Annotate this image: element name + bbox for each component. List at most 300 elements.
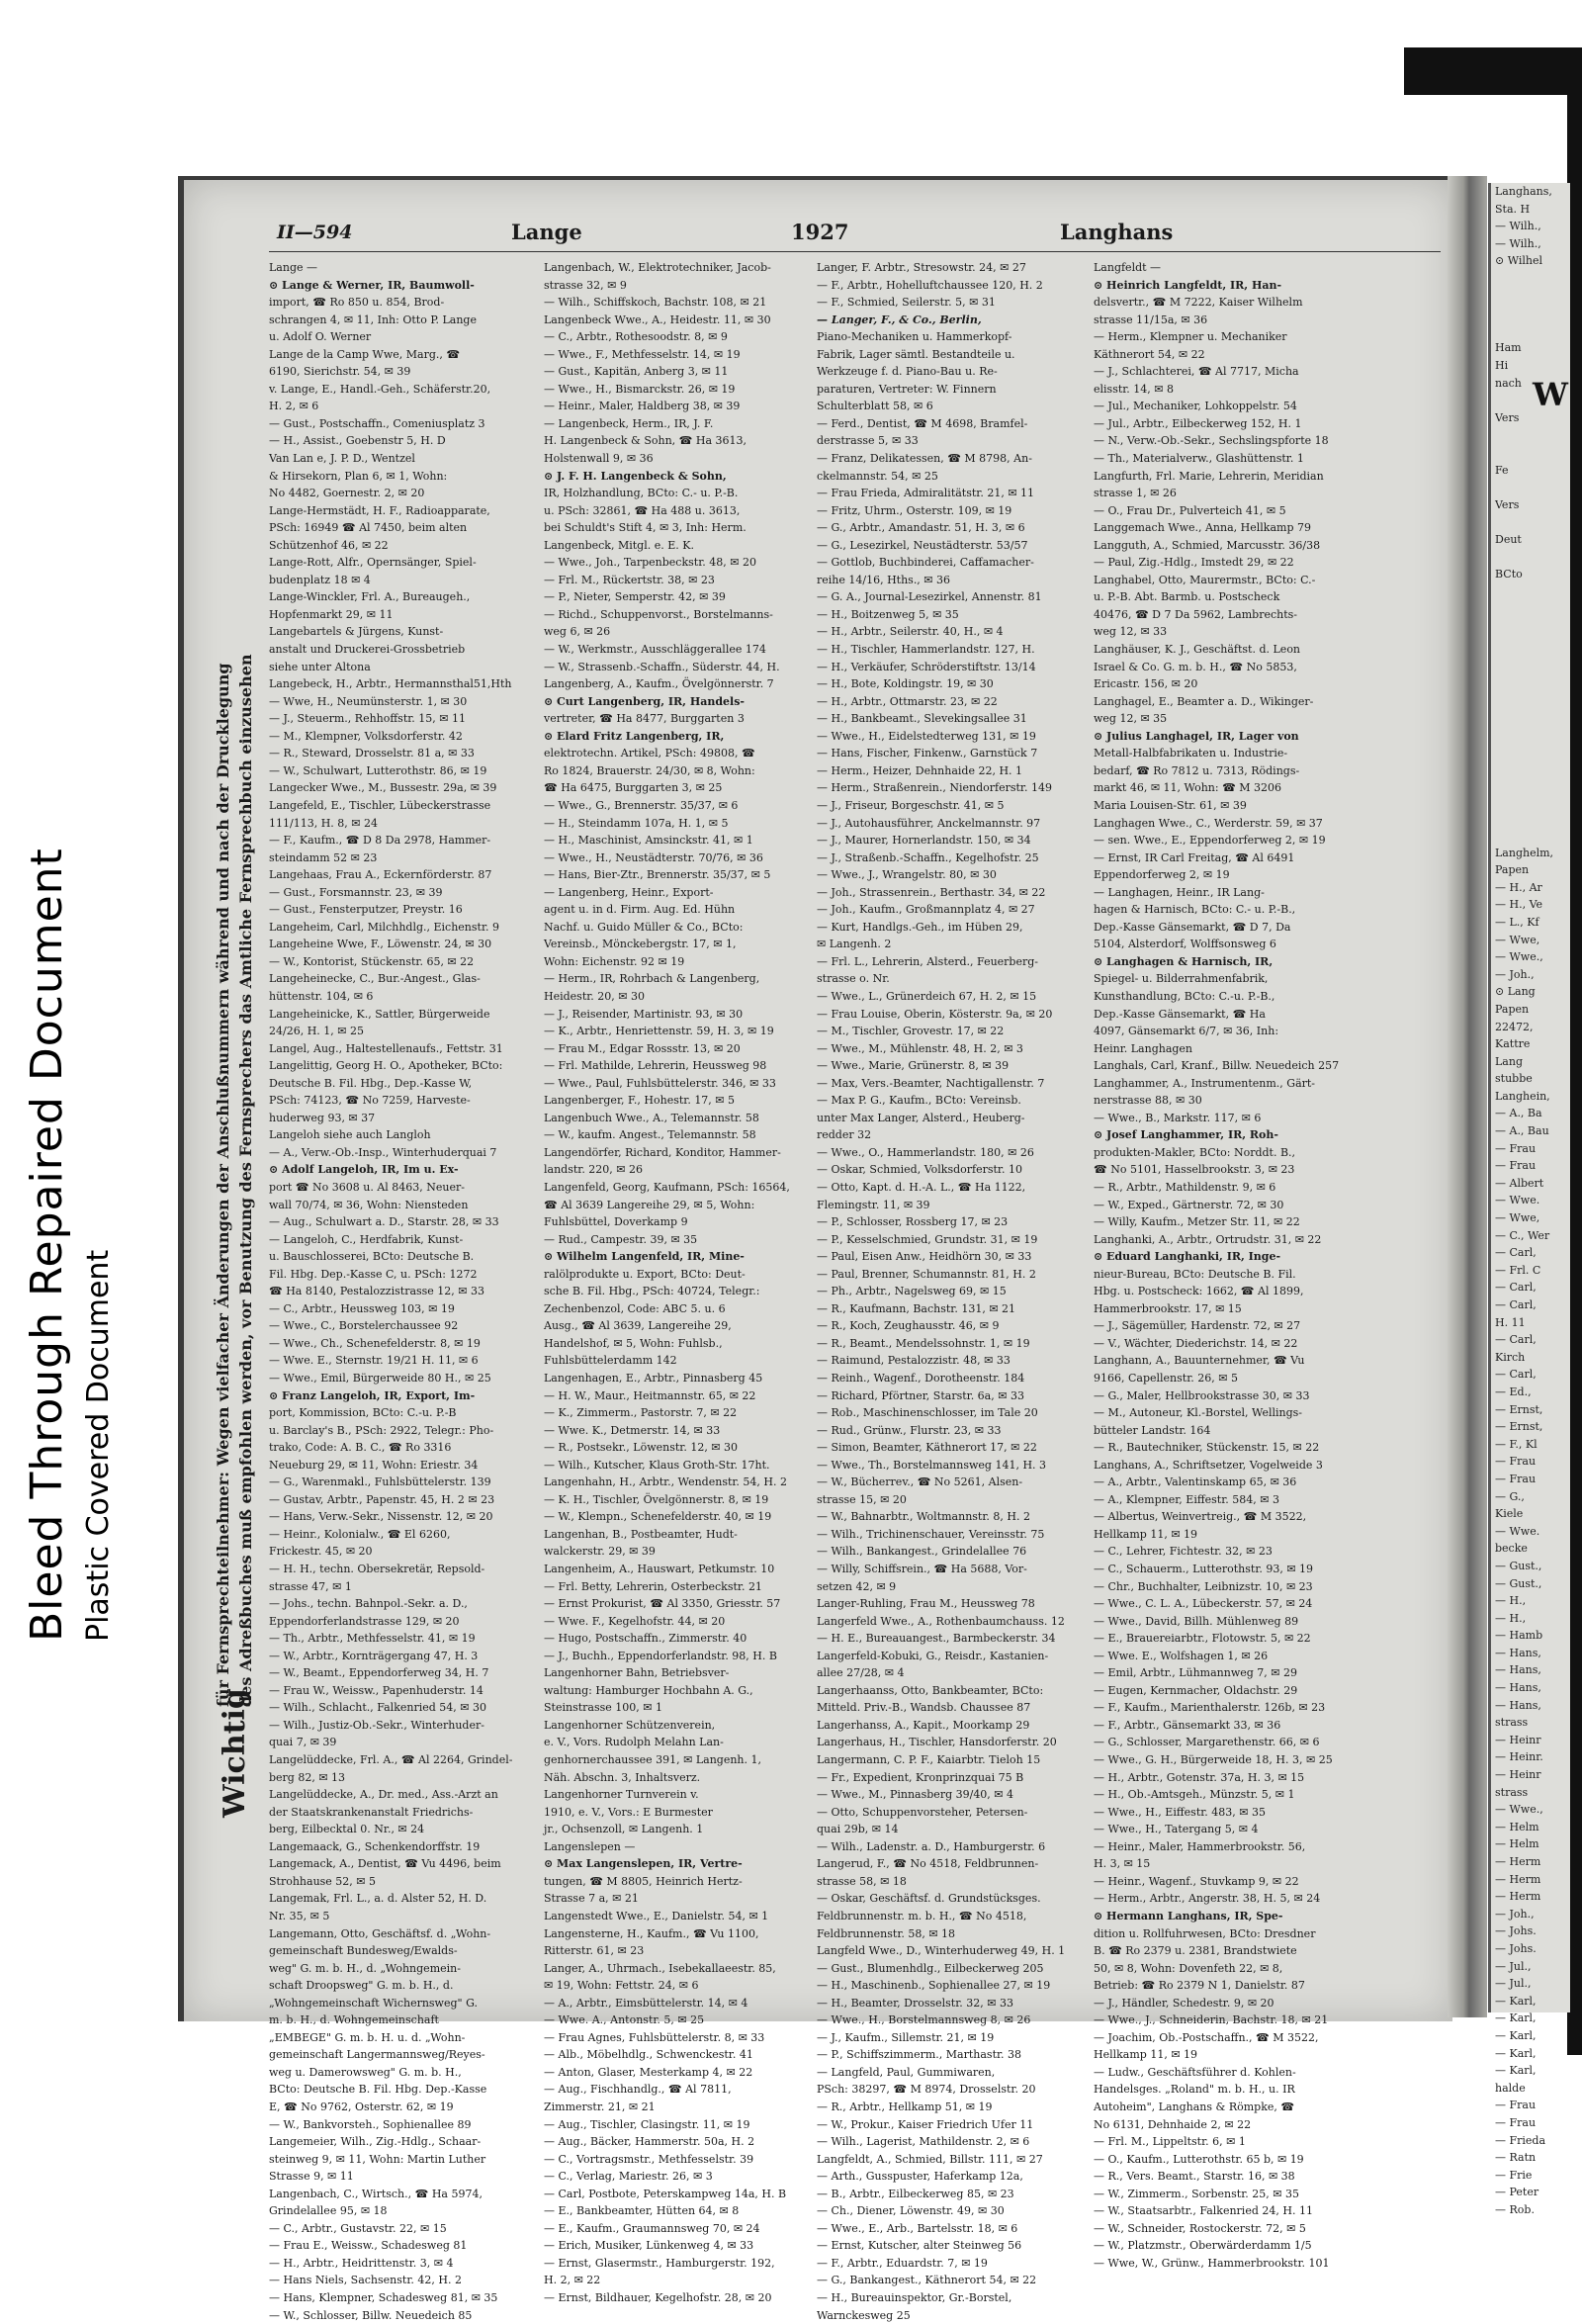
directory-entry-line: ⊙ J. F. H. Langenbeck & Sohn,: [544, 469, 727, 483]
directory-entry-line: strasse 47, ✉ 1: [269, 1579, 352, 1593]
facing-page-line: — Helm: [1495, 1820, 1539, 1833]
directory-entry-line: — W., Klempn., Schenefelderstr. 40, ✉ 19: [544, 1510, 772, 1524]
directory-entry-line: — Heinr., Wagenf., Stuvkamp 9, ✉ 22: [1094, 1874, 1299, 1888]
directory-entry-line: — Anton, Glaser, Mesterkamp 4, ✉ 22: [544, 2065, 753, 2079]
directory-entry-line: delsvertr., ☎ M 7222, Kaiser Wilhelm: [1094, 296, 1303, 310]
directory-entry-line: — Gust., Fensterputzer, Preystr. 16: [269, 903, 463, 917]
directory-entry-line: Langeheinecke, C., Bur.-Angest., Glas-: [269, 972, 481, 986]
facing-page-line: [1491, 705, 1570, 723]
directory-entry-line: nieur-Bureau, BCto: Deutsche B. Fil.: [1094, 1267, 1296, 1281]
directory-entry-line: Langemeier, Wilh., Zig.-Hdlg., Schaar-: [269, 2135, 482, 2149]
facing-page-line: [1491, 288, 1570, 306]
directory-entry-line: — F., Kaufm., Marienthalerstr. 126b, ✉ 23: [1094, 1701, 1326, 1715]
directory-entry-line: Langermann, C. P. F., Kaiarbtr. Tieloh 15: [817, 1753, 1041, 1767]
facing-page-line: — Karl,: [1495, 2028, 1537, 2042]
directory-entry-line: Langenberg, A., Kaufm., Övelgönnerstr. 7: [544, 677, 774, 691]
directory-entry-line: — P., Kesselschmied, Grundstr. 31, ✉ 19: [817, 1232, 1038, 1246]
facing-page-line: — Wwe.,: [1495, 950, 1543, 964]
directory-entry-line: — Wwe., H., Tatergang 5, ✉ 4: [1094, 1823, 1259, 1836]
facing-page-line: [1491, 722, 1570, 740]
directory-entry-line: Langhagel, E., Beamter a. D., Wikinger-: [1094, 694, 1314, 708]
directory-entry-line: — Wwe. E., Wolfshagen 1, ✉ 26: [1094, 1649, 1269, 1662]
directory-entry-line: — P., Schiffszimmerm., Marthastr. 38: [817, 2048, 1022, 2062]
facing-page-line: [1491, 548, 1570, 566]
facing-page-line: — Karl,: [1495, 2046, 1537, 2060]
directory-entry-line: — Johs., techn. Bahnpol.-Sekr. a. D.,: [269, 1597, 468, 1611]
facing-page-line: Langhelm,: [1495, 846, 1554, 859]
facing-page-line: [1491, 270, 1570, 288]
directory-entry-line: Langfeldt, A., Schmied, Billstr. 111, ✉ 27: [817, 2152, 1043, 2166]
directory-entry-line: — W., Bankvorsteh., Sophienallee 89: [269, 2117, 472, 2131]
directory-entry-line: setzen 42, ✉ 9: [817, 1579, 897, 1593]
directory-entry-line: — M., Tischler, Grovestr. 17, ✉ 22: [817, 1025, 1005, 1038]
directory-entry-line: — Carl, Postbote, Peterskampweg 14a, H. B: [544, 2187, 787, 2200]
directory-entry-line: ralölprodukte u. Export, BCto: Deut-: [544, 1267, 746, 1281]
directory-entry-line: u. Barclay's B., PSch: 2922, Telegr.: Pho-: [269, 1423, 494, 1437]
column-4: [1094, 259, 1444, 2270]
directory-entry-line: — Wwe. E., Sternstr. 19/21 H. 11, ✉ 6: [269, 1354, 479, 1368]
directory-entry-line: — Max P. G., Kaufm., BCto: Vereinsb.: [817, 1094, 1021, 1108]
directory-entry-line: — Richd., Schuppenvorst., Borstelmanns-: [544, 607, 773, 621]
facing-page-line: [1491, 774, 1570, 792]
directory-entry-line: — R., Beamt., Mendelssohnstr. 1, ✉ 19: [817, 1336, 1030, 1350]
facing-page-line: Ham: [1495, 341, 1522, 355]
directory-entry-line: E, ☎ No 9762, Osterstr. 62, ✉ 19: [269, 2100, 454, 2113]
directory-entry-line: Fabrik, Lager sämtl. Bestandteile u.: [817, 347, 1015, 361]
directory-entry-line: ⊙ Heinrich Langfeldt, IR, Han-: [1094, 278, 1282, 292]
directory-entry-line: — W., Exped., Gärtnerstr. 72, ✉ 30: [1094, 1198, 1284, 1211]
directory-entry-line: — H. E., Bureauangest., Barmbeckerstr. 34: [817, 1632, 1056, 1646]
directory-entry-line: — W., Bücherrev., ☎ No 5261, Alsen-: [817, 1475, 1023, 1489]
directory-entry-line: No 6131, Dehnhaide 2, ✉ 22: [1094, 2117, 1252, 2131]
directory-entry-line: strasse 58, ✉ 18: [817, 1874, 907, 1888]
facing-page-line: — Jul.,: [1495, 1959, 1532, 1973]
directory-entry-line: Strasse 7 a, ✉ 21: [544, 1892, 639, 1906]
directory-entry-line: e. V., Vors. Rudolph Melahn Lan-: [544, 1736, 724, 1749]
directory-entry-line: Ausg., ☎ Al 3639, Langereihe 29,: [544, 1319, 732, 1333]
directory-entry-line: Näh. Abschn. 3, Inhaltsverz.: [544, 1770, 701, 1784]
directory-entry-line: — Arth., Gusspuster, Haferkamp 12a,: [817, 2170, 1023, 2184]
directory-entry-line: elisstr. 14, ✉ 8: [1094, 382, 1175, 396]
directory-entry-line: — Joachim, Ob.-Postschaffn., ☎ M 3522,: [1094, 2030, 1319, 2044]
directory-entry-line: — Hugo, Postschaffn., Zimmerstr. 40: [544, 1632, 747, 1646]
facing-page-line: [1491, 792, 1570, 810]
directory-entry-line: — H. W., Maur., Heitmannstr. 65, ✉ 22: [544, 1388, 756, 1402]
facing-page-line: — H., Ve: [1495, 898, 1543, 912]
directory-entry-line: — Frau Louise, Oberin, Kösterstr. 9a, ✉ 20: [817, 1007, 1053, 1021]
directory-entry-line: Langerhaus, H., Tischler, Hansdorferstr. 20: [817, 1736, 1057, 1749]
directory-entry-line: dition u. Rollfuhrwesen, BCto: Dresdner: [1094, 1926, 1316, 1940]
directory-entry-line: Lange-Rott, Alfr., Opernsänger, Spiel-: [269, 556, 477, 570]
directory-entry-line: Van Lan e, J. P. D., Wentzel: [269, 452, 415, 466]
directory-entry-line: Langeheine Wwe, F., Löwenstr. 24, ✉ 30: [269, 938, 492, 951]
directory-entry-line: Langenfeld, Georg, Kaufmann, PSch: 16564,: [544, 1180, 790, 1194]
directory-entry-line: u. P.-B. Abt. Barmb. u. Postscheck: [1094, 590, 1280, 604]
directory-entry-line: Israel & Co. G. m. b. H., ☎ No 5853,: [1094, 660, 1297, 673]
directory-entry-line: — Herm., Straßenrein., Niendorferstr. 149: [817, 781, 1052, 795]
directory-entry-line: — Wwe., G. H., Bürgerweide 18, H. 3, ✉ 25: [1094, 1753, 1333, 1767]
directory-entry-line: — Wwe., Emil, Bürgerweide 80 H., ✉ 25: [269, 1372, 491, 1385]
directory-entry-line: Zechenbenzol, Code: ABC 5. u. 6: [544, 1301, 726, 1315]
directory-entry-line: — R., Postsekr., Löwenstr. 12, ✉ 30: [544, 1441, 739, 1455]
directory-entry-line: weg 6, ✉ 26: [544, 625, 611, 639]
directory-entry-line: anstalt und Druckerei-Grossbetrieb: [269, 643, 466, 657]
directory-entry-line: Langecker Wwe., M., Bussestr. 29a, ✉ 39: [269, 781, 497, 795]
directory-entry-line: — W., Schlosser, Billw. Neuedeich 85: [269, 2308, 473, 2322]
directory-entry-line: — Wwe., J., Wrangelstr. 80, ✉ 30: [817, 868, 997, 882]
facing-page-line: — Frau: [1495, 1455, 1537, 1469]
directory-entry-line: H. 3, ✉ 15: [1094, 1857, 1151, 1871]
directory-entry-line: ⊙ Curt Langenberg, IR, Handels-: [544, 694, 745, 708]
warning-text: [212, 654, 257, 1707]
directory-entry-line: — Frl. Betty, Lehrerin, Osterbeckstr. 21: [544, 1579, 762, 1593]
directory-entry-line: u. PSch: 32861, ☎ Ha 488 u. 3613,: [544, 503, 741, 517]
directory-entry-line: — W., Platzmstr., Oberwärderdamm 1/5: [1094, 2239, 1312, 2253]
directory-entry-line: 5104, Alsterdorf, Wolffsonsweg 6: [1094, 938, 1276, 951]
directory-entry-line: bedarf, ☎ Ro 7812 u. 7313, Rödings-: [1094, 763, 1300, 777]
directory-entry-line: — B., Arbtr., Eilbeckerweg 85, ✉ 23: [817, 2187, 1014, 2200]
directory-entry-line: Langelittig, Georg H. O., Apotheker, BCto:: [269, 1059, 503, 1073]
facing-page-line: Papen: [1495, 863, 1530, 877]
directory-entry-line: — Wwe., M., Pinnasberg 39/40, ✉ 4: [817, 1788, 1014, 1802]
directory-entry-line: — Frau W., Weissw., Papenhuderstr. 14: [269, 1683, 483, 1697]
directory-entry-line: Langenhorner Schützenverein,: [544, 1718, 716, 1732]
facing-page-line: — Frie: [1495, 2168, 1533, 2182]
facing-page-line: stubbe: [1495, 1072, 1533, 1086]
directory-entry-line: ckelmannstr. 54, ✉ 25: [817, 469, 938, 483]
directory-entry-line: ⊙ Hermann Langhans, IR, Spe-: [1094, 1909, 1283, 1922]
directory-entry-line: Lange-Hermstädt, H. F., Radioapparate,: [269, 503, 490, 517]
facing-page-line: — Frl. C: [1495, 1263, 1541, 1277]
directory-entry-line: — Joh., Kaufm., Großmannplatz 4, ✉ 27: [817, 903, 1035, 917]
directory-entry-line: — Chr., Buchhalter, Leibnizstr. 10, ✉ 23: [1094, 1579, 1313, 1593]
directory-entry-line: — Hans, Fischer, Finkenw., Garnstück 7: [817, 747, 1038, 760]
directory-entry-line: ☎ Al 3639 Langereihe 29, ✉ 5, Wohn:: [544, 1198, 755, 1211]
facing-page-line: — Wwe.: [1495, 1524, 1540, 1538]
directory-entry-line: — J., Sägemüller, Hardenstr. 72, ✉ 27: [1094, 1319, 1301, 1333]
facing-page-line: — Karl,: [1495, 2011, 1537, 2025]
directory-entry-line: Langehaas, Frau A., Eckernförderstr. 87: [269, 868, 492, 882]
directory-entry-line: Langenhorner Turnverein v.: [544, 1788, 699, 1802]
directory-entry-line: paraturen, Vertreter: W. Finnern: [817, 382, 997, 396]
facing-page-line: — Ratn: [1495, 2151, 1537, 2165]
directory-entry-line: — W., Beamt., Eppendorferweg 34, H. 7: [269, 1666, 489, 1680]
directory-entry-line: — V., Wächter, Diederichstr. 14, ✉ 22: [1094, 1336, 1298, 1350]
directory-entry-line: — O., Frau Dr., Pulverteich 41, ✉ 5: [1094, 503, 1286, 517]
condition-line-2: Plastic Covered Document: [81, 1249, 116, 1642]
directory-entry-line: — Aug., Schulwart a. D., Starstr. 28, ✉ 33: [269, 1215, 499, 1229]
directory-entry-line: — Gust., Kapitän, Anberg 3, ✉ 11: [544, 365, 729, 379]
directory-entry-line: jr., Ochsenzoll, ✉ Langenh. 1: [544, 1823, 704, 1836]
directory-entry-line: — R., Bautechniker, Stückenstr. 15, ✉ 22: [1094, 1441, 1320, 1455]
directory-entry-line: Dep.-Kasse Gänsemarkt, ☎ D 7, Da: [1094, 920, 1291, 934]
directory-entry-line: Langhans, A., Schriftsetzer, Vogelweide 3: [1094, 1458, 1323, 1472]
directory-entry-line: — Wwe., B., Markstr. 117, ✉ 6: [1094, 1111, 1262, 1124]
facing-page-text: [1491, 183, 1570, 2218]
directory-entry-line: Ro 1824, Brauerstr. 24/30, ✉ 8, Wohn:: [544, 763, 755, 777]
directory-entry-line: — Frl. Mathilde, Lehrerin, Heussweg 98: [544, 1059, 767, 1073]
directory-entry-line: u. Bauschlosserei, BCto: Deutsche B.: [269, 1250, 475, 1264]
directory-entry-line: strasse 11/15a, ✉ 36: [1094, 313, 1208, 326]
directory-entry-line: — Herm., Klempner u. Mechaniker: [1094, 330, 1287, 344]
directory-entry-line: Mitteld. Priv.-B., Wandsb. Chaussee 87: [817, 1701, 1031, 1715]
directory-entry-line: Langenhan, B., Postbeamter, Hudt-: [544, 1527, 738, 1541]
directory-entry-line: Spiegel- u. Bilderrahmenfabrik,: [1094, 972, 1269, 986]
directory-entry-line: der Staatskrankenanstalt Friedrichs-: [269, 1805, 474, 1819]
facing-page-line: [1491, 653, 1570, 670]
directory-entry-line: — Richard, Pförtner, Starstr. 6a, ✉ 33: [817, 1388, 1024, 1402]
directory-entry-line: — Langer, F., & Co., Berlin,: [817, 313, 982, 326]
directory-entry-line: Langguth, A., Schmied, Marcusstr. 36/38: [1094, 538, 1321, 552]
directory-entry-line: Langenslepen —: [544, 1839, 636, 1853]
directory-entry-line: Langerhanss, A., Kapit., Moorkamp 29: [817, 1718, 1030, 1732]
directory-entry-line: — J., Schlachterei, ☎ Al 7717, Micha: [1094, 365, 1299, 379]
directory-entry-line: — H., Verkäufer, Schröderstiftstr. 13/14: [817, 660, 1036, 673]
directory-entry-line: — Wwe., Th., Borstelmannsweg 141, H. 3: [817, 1458, 1047, 1472]
directory-entry-line: ⊙ Langhagen & Harnisch, IR,: [1094, 954, 1274, 968]
directory-entry-line: — J., Händler, Schedestr. 9, ✉ 20: [1094, 1996, 1274, 2010]
facing-page-line: Fe: [1495, 463, 1509, 477]
facing-page-line: — G.,: [1495, 1489, 1525, 1503]
directory-entry-line: sche B. Fil. Hbg., PSch: 40724, Telegr.:: [544, 1285, 760, 1298]
column-1: [269, 259, 536, 2322]
directory-entry-line: — J., Reisender, Martinistr. 93, ✉ 30: [544, 1007, 744, 1021]
directory-entry-line: — Wwe., Paul, Fuhlsbüttelerstr. 346, ✉ 33: [544, 1076, 776, 1090]
facing-page-line: ⊙ Wilhel: [1495, 254, 1542, 268]
directory-entry-line: — O., Kaufm., Lutterothstr. 65 b, ✉ 19: [1094, 2152, 1304, 2166]
directory-entry-line: — Langfeld, Paul, Gummiwaren,: [817, 2065, 996, 2079]
directory-entry-line: — H., Maschinenb., Sophienallee 27, ✉ 19: [817, 1979, 1051, 1993]
directory-entry-line: — Wilh., Justiz-Ob.-Sekr., Winterhuder-: [269, 1718, 484, 1732]
directory-entry-line: import, ☎ Ro 850 u. 854, Brod-: [269, 296, 445, 310]
directory-entry-line: — M., Autoneur, Kl.-Borstel, Wellings-: [1094, 1406, 1303, 1420]
directory-entry-line: ☎ Ha 8140, Pestalozzistrasse 12, ✉ 33: [269, 1285, 485, 1298]
directory-entry-line: Schützenhof 46, ✉ 22: [269, 538, 389, 552]
facing-page-line: Langhans,: [1495, 185, 1552, 198]
facing-page-line: Kirch: [1495, 1350, 1526, 1364]
directory-entry-line: Lange-Winckler, Frl. A., Bureaugeh.,: [269, 590, 471, 604]
directory-entry-line: gemeinschaft Langermannsweg/Reyes-: [269, 2048, 485, 2062]
directory-entry-line: Langerfeld Wwe., A., Rothenbaumchauss. 12: [817, 1614, 1065, 1628]
directory-entry-line: — K., Arbtr., Henriettenstr. 59, H. 3, ✉ 19: [544, 1025, 774, 1038]
directory-entry-line: strasse 1, ✉ 26: [1094, 487, 1177, 500]
directory-entry-line: Langeheim, Carl, Milchhdlg., Eichenstr. 9: [269, 920, 499, 934]
directory-entry-line: — Hans Niels, Sachsenstr. 42, H. 2: [269, 2274, 462, 2287]
directory-entry-line: — Paul, Eisen Anw., Heidhörn 30, ✉ 33: [817, 1250, 1032, 1264]
directory-entry-line: Langenhagen, E., Arbtr., Pinnasberg 45: [544, 1372, 763, 1385]
directory-entry-line: — G., Lesezirkel, Neustädterstr. 53/57: [817, 538, 1028, 552]
directory-entry-line: Langemak, Frl. L., a. d. Alster 52, H. D.: [269, 1892, 487, 1906]
directory-entry-line: Langenstedt Wwe., E., Danielstr. 54, ✉ 1: [544, 1909, 769, 1922]
directory-entry-line: Langer-Ruhling, Frau M., Heussweg 78: [817, 1597, 1035, 1611]
directory-entry-line: Handelsges. „Roland" m. b. H., u. IR: [1094, 2083, 1295, 2097]
directory-entry-line: — C., Arbtr., Heussweg 103, ✉ 19: [269, 1301, 455, 1315]
directory-entry-line: gemeinschaft Bundesweg/Ewalds-: [269, 1944, 458, 1958]
directory-entry-line: — Reinh., Wagenf., Dorotheenstr. 184: [817, 1372, 1025, 1385]
directory-entry-line: Langfurth, Frl. Marie, Lehrerin, Meridian: [1094, 469, 1324, 483]
directory-entry-line: wall 70/74, ✉ 36, Wohn: Niensteden: [269, 1198, 469, 1211]
directory-entry-line: Neueburg 29, ✉ 11, Wohn: Eriestr. 34: [269, 1458, 479, 1472]
directory-entry-line: B. ☎ Ro 2379 u. 2381, Brandstwiete: [1094, 1944, 1297, 1958]
facing-page-line: — C., Wer: [1495, 1228, 1550, 1242]
directory-entry-line: ⊙ Wilhelm Langenfeld, IR, Mine-: [544, 1250, 745, 1264]
directory-entry-line: — Wilh., Schlacht., Falkenried 54, ✉ 30: [269, 1701, 486, 1715]
document-condition-label: [22, 326, 131, 1642]
facing-page-line: becke: [1495, 1542, 1528, 1556]
directory-entry-line: — R., Arbtr., Mathildenstr. 9, ✉ 6: [1094, 1180, 1276, 1194]
directory-entry-line: produkten-Makler, BCto: Norddt. B.,: [1094, 1145, 1296, 1159]
facing-page-line: — Herm: [1495, 1855, 1541, 1868]
directory-entry-line: Langendörfer, Richard, Konditor, Hammer-: [544, 1145, 781, 1159]
directory-entry-line: steindamm 52 ✉ 23: [269, 850, 378, 864]
directory-entry-line: — G. A., Journal-Lesezirkel, Annenstr. 81: [817, 590, 1042, 604]
directory-entry-line: Ritterstr. 61, ✉ 23: [544, 1944, 645, 1958]
directory-entry-line: BCto: Deutsche B. Fil. Hbg. Dep.-Kasse: [269, 2083, 487, 2097]
page-header: [269, 216, 1441, 252]
directory-entry-line: — Oskar, Geschäftsf. d. Grundstücksges.: [817, 1892, 1041, 1906]
directory-entry-line: — Aug., Fischhandlg., ☎ Al 7811,: [544, 2083, 732, 2097]
directory-entry-line: — Wwe., H., Borstelmannsweg 8, ✉ 26: [817, 2013, 1031, 2027]
directory-entry-line: — Rud., Grünw., Flurstr. 23, ✉ 33: [817, 1423, 1002, 1437]
directory-entry-line: Langenbuch Wwe., A., Telemannstr. 58: [544, 1111, 759, 1124]
directory-entry-line: — Frau Frieda, Admiralitätstr. 21, ✉ 11: [817, 487, 1035, 500]
directory-entry-line: 9166, Capellenstr. 26, ✉ 5: [1094, 1372, 1238, 1385]
facing-page-line: — Carl,: [1495, 1246, 1537, 1260]
directory-entry-line: strasse 15, ✉ 20: [817, 1492, 907, 1506]
facing-page-line: — Frau: [1495, 1472, 1537, 1485]
facing-page-line: — Heinr: [1495, 1733, 1541, 1746]
directory-entry-line: — Hans, Klempner, Schadesweg 81, ✉ 35: [269, 2290, 498, 2304]
directory-entry-line: ⊙ Elard Fritz Langenberg, IR,: [544, 729, 725, 743]
directory-entry-line: Heinr. Langhagen: [1094, 1041, 1193, 1055]
directory-entry-line: — Raimund, Pestalozzistr. 48, ✉ 33: [817, 1354, 1011, 1368]
directory-entry-line: PSch: 38297, ☎ M 8974, Drosselstr. 20: [817, 2083, 1036, 2097]
directory-entry-line: Langhabel, Otto, Maurermstr., BCto: C.-: [1094, 573, 1316, 586]
directory-entry-line: Grindelallee 95, ✉ 18: [269, 2204, 388, 2218]
facing-page-line: — L., Kf: [1495, 915, 1539, 929]
directory-entry-line: — Jul., Mechaniker, Lohkoppelstr. 54: [1094, 400, 1297, 413]
directory-entry-line: — Paul, Brenner, Schumannstr. 81, H. 2: [817, 1267, 1036, 1281]
directory-entry-line: Langerhaanss, Otto, Bankbeamter, BCto:: [817, 1683, 1044, 1697]
directory-entry-line: ☎ Ha 6475, Burggarten 3, ✉ 25: [544, 781, 723, 795]
directory-entry-line: — G., Bankangest., Käthnerort 54, ✉ 22: [817, 2274, 1037, 2287]
directory-entry-line: Lange de la Camp Wwe, Marg., ☎: [269, 347, 461, 361]
directory-entry-line: — J., Straßenb.-Schaffn., Kegelhofstr. 25: [817, 850, 1039, 864]
directory-entry-line: Langenbach, C., Wirtsch., ☎ Ha 5974,: [269, 2187, 483, 2200]
directory-entry-line: Langenbeck Wwe., A., Heidestr. 11, ✉ 30: [544, 313, 771, 326]
directory-entry-line: weg" G. m. b. H., d. „Wohngemein-: [269, 1961, 461, 1975]
directory-entry-line: Langelüddecke, Frl. A., ☎ Al 2264, Grindel-: [269, 1753, 513, 1767]
directory-entry-line: — Rud., Campestr. 39, ✉ 35: [544, 1232, 698, 1246]
directory-entry-line: — W., Staatsarbtr., Falkenried 24, H. 11: [1094, 2204, 1313, 2218]
directory-entry-line: — W., Bahnarbtr., Woltmannstr. 8, H. 2: [817, 1510, 1030, 1524]
directory-entry-line: Langelüddecke, A., Dr. med., Ass.-Arzt an: [269, 1788, 498, 1802]
directory-entry-line: — Franz, Delikatessen, ☎ M 8798, An-: [817, 452, 1032, 466]
directory-entry-line: 4097, Gänsemarkt 6/7, ✉ 36, Inh:: [1094, 1025, 1279, 1038]
facing-page-letter: W: [1533, 376, 1568, 413]
directory-entry-line: Feldbrunnenstr. 58, ✉ 18: [817, 1926, 956, 1940]
directory-entry-line: — F., Kaufm., ☎ D 8 Da 2978, Hammer-: [269, 834, 491, 848]
facing-page-line: Papen: [1495, 1002, 1530, 1016]
directory-entry-line: — Joh., Strassenrein., Berthastr. 34, ✉ 22: [817, 885, 1046, 899]
directory-entry-line: — H., Arbtr., Ottmarstr. 23, ✉ 22: [817, 694, 998, 708]
directory-entry-line: — P., Schlosser, Rossberg 17, ✉ 23: [817, 1215, 1009, 1229]
directory-entry-line: — C., Verlag, Mariestr. 26, ✉ 3: [544, 2170, 713, 2184]
directory-entry-line: — Willy, Schiffsrein., ☎ Ha 5688, Vor-: [817, 1563, 1027, 1576]
directory-entry-line: — F., Arbtr., Hohelluftchaussee 120, H. 2: [817, 278, 1043, 292]
facing-page-line: [1491, 618, 1570, 636]
directory-entry-line: — H., Bote, Koldingstr. 19, ✉ 30: [817, 677, 994, 691]
directory-entry-line: — Th., Arbtr., Methfesselstr. 41, ✉ 19: [269, 1632, 476, 1646]
directory-entry-line: — A., Arbtr., Eimsbüttelerstr. 14, ✉ 4: [544, 1996, 748, 2010]
directory-entry-line: — Ernst, Kutscher, alter Steinweg 56: [817, 2239, 1022, 2253]
directory-entry-line: — H., Assist., Goebenstr 5, H. D: [269, 434, 446, 448]
directory-entry-line: — Ph., Arbtr., Nagelsweg 69, ✉ 15: [817, 1285, 1007, 1298]
facing-page-line: — Ernst,: [1495, 1420, 1543, 1434]
facing-page-line: Vers: [1495, 410, 1520, 424]
directory-entry-line: Langhammer, A., Instrumentenm., Gärt-: [1094, 1076, 1316, 1090]
facing-page-line: — Johs.: [1495, 1924, 1537, 1938]
directory-entry-line: — K., Zimmerm., Pastorstr. 7, ✉ 22: [544, 1406, 738, 1420]
directory-entry-line: Langemaack, G., Schenkendorffstr. 19: [269, 1839, 481, 1853]
directory-entry-line: unter Max Langer, Alsterd., Heuberg-: [817, 1111, 1025, 1124]
directory-entry-line: ✉ 19, Wohn: Fettstr. 24, ✉ 6: [544, 1979, 699, 1993]
facing-page-line: [1491, 583, 1570, 601]
directory-entry-line: — J., Maurer, Hornerlandstr. 150, ✉ 34: [817, 834, 1031, 848]
directory-entry-line: steinweg 9, ✉ 11, Wohn: Martin Luther: [269, 2152, 486, 2166]
directory-entry-line: Eppendorferweg 2, ✉ 19: [1094, 868, 1230, 882]
directory-entry-line: — H., Tischler, Hammerlandstr. 127, H.: [817, 643, 1035, 657]
directory-entry-line: — Wwe, H., Neumünsterstr. 1, ✉ 30: [269, 694, 468, 708]
facing-page-line: [1491, 758, 1570, 775]
directory-entry-line: schrangen 4, ✉ 11, Inh: Otto P. Lange: [269, 313, 477, 326]
directory-entry-line: bei Schuldt's Stift 4, ✉ 3, Inh: Herm.: [544, 521, 747, 535]
directory-entry-line: Fuhlsbüttelerdamm 142: [544, 1354, 677, 1368]
facing-page-line: [1491, 740, 1570, 758]
directory-entry-line: Langhagen Wwe., C., Werderstr. 59, ✉ 37: [1094, 816, 1323, 830]
directory-entry-line: — C., Arbtr., Gustavstr. 22, ✉ 15: [269, 2221, 447, 2235]
directory-entry-line: Kunsthandlung, BCto: C.-u. P.-B.,: [1094, 989, 1275, 1003]
directory-entry-line: Langenberger, F., Hohestr. 17, ✉ 5: [544, 1094, 736, 1108]
facing-page-line: — Frau: [1495, 1141, 1537, 1155]
directory-entry-line: Langenhahn, H., Arbtr., Wendenstr. 54, H. 2: [544, 1475, 787, 1489]
directory-entry-line: — H., Ob.-Amtsgeh., Münzstr. 5, ✉ 1: [1094, 1788, 1295, 1802]
directory-entry-line: elektrotechn. Artikel, PSch: 49808, ☎: [544, 747, 755, 760]
facing-page-line: — Hans,: [1495, 1663, 1541, 1677]
facing-page-line: [1491, 444, 1570, 462]
directory-entry-line: ⊙ Julius Langhagel, IR, Lager von: [1094, 729, 1299, 743]
facing-page-line: — Johs.: [1495, 1941, 1537, 1955]
facing-page-line: — Helm: [1495, 1837, 1539, 1851]
directory-entry-line: port ☎ No 3608 u. Al 8463, Neuer-: [269, 1180, 465, 1194]
directory-entry-line: Langensterne, H., Kaufm., ☎ Vu 1100,: [544, 1926, 759, 1940]
facing-page-line: strass: [1495, 1785, 1529, 1799]
directory-entry-line: — J., Autohausführer, Anckelmannstr. 97: [817, 816, 1041, 830]
directory-entry-line: — H., Bankbeamt., Slevekingsallee 31: [817, 712, 1027, 726]
directory-entry-line: — Wwe. F., Kegelhofstr. 44, ✉ 20: [544, 1614, 726, 1628]
directory-entry-line: — H., Bureauinspektor, Gr.-Borstel,: [817, 2290, 1012, 2304]
facing-page-line: [1491, 479, 1570, 496]
directory-entry-line: — R., Arbtr., Hellkamp 51, ✉ 19: [817, 2100, 993, 2113]
facing-page-line: — Wwe,: [1495, 933, 1540, 946]
directory-entry-line: agent u. in d. Firm. Aug. Ed. Hühn: [544, 903, 736, 917]
directory-entry-line: — Gust., Postschaffn., Comeniusplatz 3: [269, 416, 485, 430]
directory-entry-line: Werkzeuge f. d. Piano-Bau u. Re-: [817, 365, 998, 379]
directory-entry-line: — C., Arbtr., Rothesoodstr. 8, ✉ 9: [544, 330, 728, 344]
facing-page-line: [1491, 600, 1570, 618]
directory-entry-line: — Jul., Arbtr., Eilbeckerweg 152, H. 1: [1094, 416, 1302, 430]
directory-entry-line: — J., Kaufm., Sillemstr. 21, ✉ 19: [817, 2030, 995, 2044]
